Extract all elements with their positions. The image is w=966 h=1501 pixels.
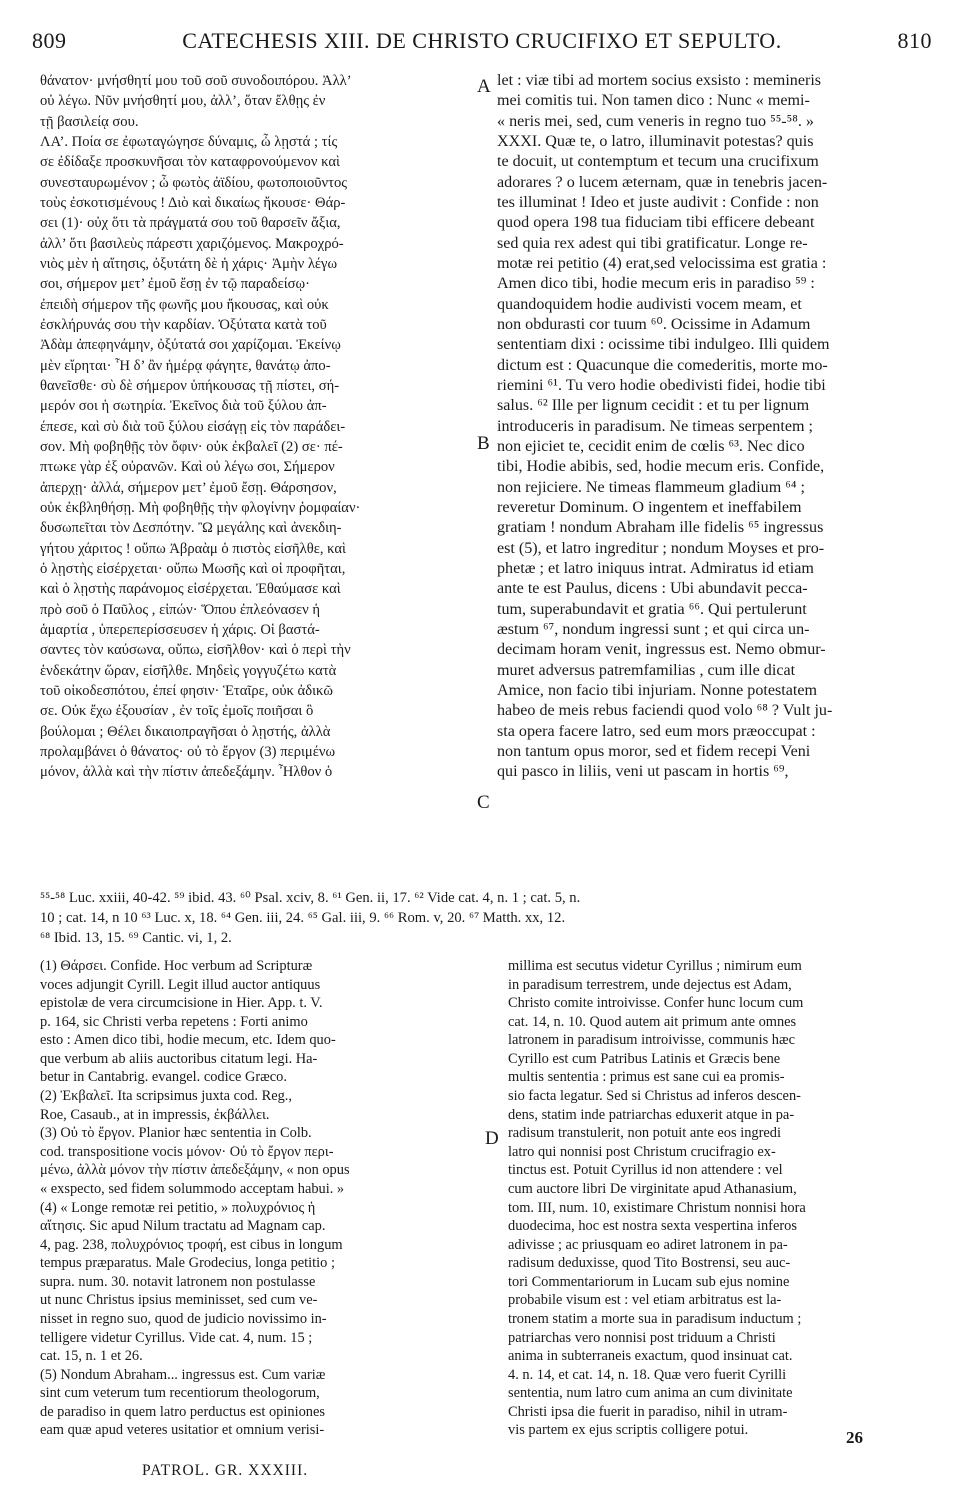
note-line: cat. 14, n. 10. Quod autem ait primum ante omnes <box>508 1013 797 1030</box>
latin-line: reveretur Dominum. O ingentem et ineffabilem <box>497 498 802 516</box>
note-line: sententia, num latro cum anima an cum divinitate <box>508 1385 793 1402</box>
note-line: patriarchas vero nonnisi post triduum a Christi <box>508 1329 776 1346</box>
greek-line: καὶ ὁ λῃστὴς παράνομος εἰσέρχεται. Ἐθαύμασε καὶ <box>40 581 341 598</box>
note-line: multis sententia : primus est sane cui ea promis- <box>508 1069 785 1086</box>
margin-letter-a: A <box>477 76 491 97</box>
page-header <box>32 10 932 53</box>
note-line: cum auctore libri De virginitate apud Athanasium, <box>508 1180 797 1197</box>
latin-line: salus. ⁶² Ille per lignum cecidit : et tu per lignum <box>497 397 810 415</box>
note-line: nisset in regno suo, quod de judicio novissimo in- <box>40 1310 327 1327</box>
latin-line: riemini ⁶¹. Tu vero hodie obedivisti fidei, hodie tibi <box>497 376 826 394</box>
note-line: cod. transpositione vocis μόνον· Οὐ τὸ ἔργον περι- <box>40 1143 334 1160</box>
note-line: cat. 15, n. 1 et 26. <box>40 1348 143 1365</box>
latin-line: gratiam ! nondum Abraham ille fidelis ⁶⁵ ingressus <box>497 519 824 537</box>
latin-line: ante te est Paulus, dicens : Ubi abundavit pecca- <box>497 580 808 598</box>
note-line: Cyrillo est cum Patribus Latinis et Græcis bene <box>508 1050 781 1067</box>
latin-line: non ejiciet te, cecidit enim de cœlis ⁶³. Nec dico <box>497 437 805 455</box>
note-line: telligere videtur Cyrillus. Vide cat. 4, num. 15 ; <box>40 1329 313 1346</box>
greek-line: μερόν σοι ἡ σωτηρία. Ἐκεῖνος διὰ τοῦ ξύλου ἀπ- <box>40 398 327 415</box>
note-line: ut nunc Christus ipsius meminisset, sed cum ve- <box>40 1292 318 1309</box>
footer-signature: PATROL. GR. XXXIII. <box>142 1462 309 1479</box>
greek-line: πτωκε γὰρ ἐξ οὐρανῶν. Καὶ οὐ λέγω σοι, Σήμερον <box>40 459 335 476</box>
note-line: que verbum ab aliis auctoribus citatum legi. Ha- <box>40 1050 318 1067</box>
margin-letter-c: C <box>477 792 490 813</box>
note-line: (4) « Longe remotæ rei petitio, » πολυχρόνιος ἡ <box>40 1199 316 1216</box>
latin-line: introduceris in paradisum. Ne timeas serpentem ; <box>497 417 813 435</box>
greek-line: έπεσε, καὶ σὺ διὰ τοῦ ξύλου εἰσάγῃ εἰς τὸν παράδει- <box>40 418 346 435</box>
note-line: sio facta legatur. Sed si Christus ad inferos descen- <box>508 1088 801 1105</box>
notes-left-column <box>40 957 492 1440</box>
greek-line: τοῦ οἰκοδεσπότου, ἐπεί φησιν· Ἑταῖρε, οὐκ ἀδικῶ <box>40 682 333 699</box>
latin-line: tes illuminat ! Ideo et juste audivit : Confide : non <box>497 193 819 211</box>
note-line: αἴτησις. Sic apud Nilum tractatu ad Magnam cap. <box>40 1218 326 1235</box>
greek-line: θάνατον· μνήσθητί μου τοῦ σοῦ συνοδοιπόρου. Ἀλλ’ <box>40 73 352 89</box>
greek-line: πρὸ σοῦ ὁ Παῦλος , εἰπών· Ὅπου ἐπλεόνασεν ἡ <box>40 601 320 618</box>
note-line: duodecima, hoc est nostra sexta vespertina inferos <box>508 1218 797 1235</box>
greek-line: ὁ λῃστὴς εἰσέρχεται· οὔπω Μωσῆς καὶ οἱ προφῆται, <box>40 560 346 577</box>
note-line: Christo comite introivisse. Confer hunc locum cum <box>508 995 804 1012</box>
note-line: Roe, Casaub., at in impressis, ἐκβάλλει. <box>40 1106 270 1123</box>
latin-line: sta opera facere latro, sed eum mors præoccupat : <box>497 722 816 740</box>
latin-line: let : viæ tibi ad mortem socius exsisto : memineris <box>497 72 822 89</box>
note-line: latro qui nonnisi post Christum crucifragio ex- <box>508 1143 776 1160</box>
latin-line: dictum est : Quacunque die comederitis, morte mo- <box>497 356 828 374</box>
footnote-ref-line: ⁶⁸ Ibid. 13, 15. ⁶⁹ Cantic. vi, 1, 2. <box>40 930 232 946</box>
greek-line: μὲν εἴρηται· Ἧ δ’ ἂν ἡμέρᾳ φάγητε, θανάτῳ ἀπο- <box>40 357 331 374</box>
greek-text-column <box>40 71 472 782</box>
latin-line: non tantum opus moror, sed et fidem recepi Veni <box>497 742 811 760</box>
note-line: supra. num. 30. notavit latronem non postulasse <box>40 1273 316 1290</box>
running-title: CATECHESIS XIII. DE CHRISTO CRUCIFIXO ET SEPULTO. <box>182 28 782 53</box>
note-line: tronem statim a morte sua in paradisum inductum ; <box>508 1310 802 1327</box>
latin-line: te docuit, ut contemptum et tecum una crucifixum <box>497 153 819 171</box>
greek-line: δυσωπεῖται τὸν Δεσπότην. Ὢ μεγάλης καὶ ἀνεκδιη- <box>40 520 342 537</box>
latin-line: æstum ⁶⁷, nondum ingressi sunt ; et qui circa un- <box>497 620 810 638</box>
latin-line: XXXI. Quæ te, o latro, illuminavit potestas? quis <box>497 132 814 150</box>
latin-line: quandoquidem hodie audivisti vocem meam, et <box>497 295 802 313</box>
latin-line: mei comitis tui. Non tamen dico : Nunc « memi- <box>497 92 810 110</box>
note-line: radisum deduxisse, quod Tito Bostrensi, seu auc- <box>508 1255 791 1272</box>
greek-line: ἐσκλήρυνάς σου τὴν καρδίαν. Ὀξύτατα κατὰ τοῦ <box>40 316 327 333</box>
note-line: (5) Nondum Abraham... ingressus est. Cum variæ <box>40 1366 326 1383</box>
greek-line: σοι, σήμερον μετ’ ἐμοῦ ἔσῃ ἐν τῷ παραδείσῳ· <box>40 276 311 293</box>
greek-line: μόνον, ἀλλὰ καὶ τὴν πίστιν ἀπεδεξάμην. Ἦλθον ὁ <box>40 764 333 781</box>
footnote-ref-line: 10 ; cat. 14, n 10 ⁶³ Luc. x, 18. ⁶⁴ Gen. iii, 24. ⁶⁵ Gal. iii, 9. ⁶⁶ Rom. v, 20. ⁶⁷ Matth. xx, 12. <box>40 910 566 926</box>
latin-line: sententiam dixi : ocissime tibi indulgeo. Illi quidem <box>497 336 830 354</box>
page-number-right: 810 <box>897 28 932 53</box>
margin-letter-b: B <box>477 433 490 454</box>
note-line: latronem in paradisum introivisse, communis hæc <box>508 1032 795 1049</box>
note-line: tinctus est. Potuit Cyrillus id non attendere : vel <box>508 1162 783 1179</box>
greek-line: σον. Μὴ φοβηθῇς τὸν ὄφιν· οὐκ ἐκβαλεῖ (2) σε· πέ- <box>40 438 343 455</box>
note-line: epistolæ de vera circumcisione in Hier. App. t. V. <box>40 995 323 1012</box>
note-line: in paradisum terrestrem, unde dejectus est Adam, <box>508 976 792 993</box>
note-line: tempus præparatus. Male Grodecius, longa petitio ; <box>40 1255 335 1272</box>
latin-line: decimam horam venit, ingressus est. Nemo obmur- <box>497 641 826 659</box>
footnote-ref-line: ⁵⁵-⁵⁸ Luc. xxiii, 40-42. ⁵⁹ ibid. 43. ⁶⁰ Psal. xciv, 8. ⁶¹ Gen. ii, 17. ⁶² Vide cat. 4, n. 1 ; cat. 5, n. <box>40 890 581 906</box>
latin-line: phetæ ; et latro iniquus intrat. Admiratus id etiam <box>497 559 814 577</box>
page-number-left: 809 <box>32 28 67 53</box>
note-line: tom. III, num. 10, existimare Christum nonnisi hora <box>508 1199 806 1216</box>
latin-line: est (5), et latro ingreditur ; nondum Moyses et pro- <box>497 539 825 557</box>
footer-gathering-number: 26 <box>846 1428 863 1447</box>
note-line: eam quæ apud veteres usitatior et omnium verisi- <box>40 1422 325 1439</box>
latin-line: habeo de meis rebus faciendi quod volo ⁶⁸ ? Vult ju- <box>497 702 833 720</box>
latin-line: non obdurasti cor tuum ⁶⁰. Ocissime in Adamum <box>497 315 811 333</box>
note-line: vis partem ex ejus scriptis colligere potui. <box>508 1422 749 1439</box>
latin-line: Amen dico tibi, hodie mecum eris in paradiso ⁵⁹ : <box>497 275 815 293</box>
note-line: tori Commentariorum in Lucam sub ejus nomine <box>508 1273 790 1290</box>
greek-line: ΛΑ’. Ποία σε ἐφωταγώγησε δύναμις, ὦ λῃστά ; τίς <box>40 133 338 150</box>
note-line: esto : Amen dico tibi, hodie mecum, etc. Idem quo- <box>40 1032 336 1049</box>
note-line: (1) Θάρσει. Confide. Hoc verbum ad Scripturæ <box>40 958 313 974</box>
note-line: radisum transtulerit, non potuit ante eos ingredi <box>508 1125 781 1142</box>
latin-line: Amice, non facio tibi injuriam. Nonne potestatem <box>497 681 818 699</box>
note-line: 4, pag. 238, πολυχρόνιος τροφή, est cibus in longum <box>40 1236 343 1253</box>
greek-line: γήτου χάριτος ! οὔπω Ἀβραὰμ ὁ πιστὸς εἰσῆλθε, καὶ <box>40 540 346 557</box>
greek-line: ἑνδεκάτην ὥραν, εἰσῆλθε. Μηδεὶς γογγυζέτω κατὰ <box>40 662 337 679</box>
note-line: (3) Οὐ τὸ ἔργον. Planior hæc sententia in Colb. <box>40 1125 312 1142</box>
margin-letter-d: D <box>485 1128 499 1149</box>
note-line: « exspecto, sed fidem solummodo acceptam habui. » <box>40 1180 345 1197</box>
note-line: betur in Cantabrig. evangel. codice Græco. <box>40 1069 287 1086</box>
note-line: μένω, ἀλλὰ μόνον τὴν πίστιν ἀπεδεξάμην, « non opus <box>40 1162 350 1179</box>
latin-line: tibi, Hodie abibis, sed, hodie mecum eris. Confide, <box>497 458 825 476</box>
latin-line: « neris mei, sed, cum veneris in regno tuo ⁵⁵-⁵⁸. » <box>497 112 814 130</box>
note-line: de paradiso in quem latro perductus est opiniones <box>40 1403 325 1420</box>
greek-line: ἀλλ’ ὅτι βασιλεὺς πάρεστι χαριζόμενος. Μακροχρό- <box>40 235 344 252</box>
greek-line: οὐκ ἐκβληθήσῃ. Μὴ φοβηθῇς τὴν φλογίνην ῥομφαίαν· <box>40 499 361 516</box>
greek-line: Ἀδὰμ ἀπεφηνάμην, ὀξύτατά σοι χαρίζομαι. Ἐκείνῳ <box>40 337 341 354</box>
note-line: anima in subterraneis exactum, quod insinuat cat. <box>508 1348 793 1365</box>
greek-line: συνεσταυρωμένον ; ὦ φωτὸς ἀϊδίου, φωτοποιοῦντος <box>40 174 348 191</box>
greek-line: βούλομαι ; Θέλει δικαιοπραγῆσαι ὁ λῃστής, ἀλλὰ <box>40 723 331 740</box>
greek-line: ἁμαρτία , ὑπερεπερίσσευσεν ἡ χάρις. Οἱ βαστά- <box>40 621 320 638</box>
notes-right-column <box>508 957 936 1440</box>
greek-line: νιὸς μὲν ἡ αἴτησις, ὀξυτάτη δὲ ἡ χάρις· Ἀμὴν λέγω <box>40 255 338 272</box>
greek-line: οὐ λέγω. Νῦν μνήσθητί μου, ἀλλ’, ὅταν ἔλθῃς ἐν <box>40 93 326 110</box>
note-line: adivisse ; ac priusquam eo adiret latronem in pa- <box>508 1236 788 1253</box>
greek-line: τοὺς ἐσκοτισμένους ! Διὸ καὶ δικαίως ἤκουσε· Θάρ- <box>40 194 346 211</box>
note-line: 4. n. 14, et cat. 14, n. 18. Quæ vero fuerit Cyrilli <box>508 1366 787 1383</box>
note-line: voces adjungit Cyrill. Legit illud auctor antiquus <box>40 976 321 993</box>
latin-line: sed quia rex adest qui tibi gratificatur. Longe re- <box>497 234 808 252</box>
latin-line: motæ rei petitio (4) erat,sed velocissima est gratia : <box>497 254 827 272</box>
latin-line: tum, superabundavit et gratia ⁶⁶. Qui pertulerunt <box>497 600 807 618</box>
greek-line: τῇ βασιλείᾳ σου. <box>40 113 139 130</box>
greek-line: σε ἐδίδαξε προσκυνῆσαι τὸν καταφρονούμενον καὶ <box>40 154 340 171</box>
note-line: (2) Ἐκβαλεῖ. Ita scripsimus juxta cod. Reg., <box>40 1088 292 1105</box>
greek-line: σαντες τὸν καύσωνα, οὔπω, εἰσῆλθον· καὶ ὁ περὶ τὴν <box>40 642 351 659</box>
footnote-references <box>40 888 940 948</box>
latin-line: quod opera 198 tua fiduciam tibi efficere debeant <box>497 214 815 232</box>
latin-line: muret adversus patremfamilias , cum ille dicat <box>497 661 796 679</box>
latin-text-column <box>497 71 933 782</box>
note-line: sint cum veterum tum recentiorum theologorum, <box>40 1385 320 1402</box>
greek-line: σε. Οὐκ ἔχω ἐξουσίαν , ἐν τοῖς ἐμοῖς ποιῆσαι ὃ <box>40 703 314 720</box>
note-line: Christi ipsa die fuerit in paradiso, nihil in utram- <box>508 1403 788 1420</box>
latin-line: qui pasco in liliis, veni ut pascam in hortis ⁶⁹, <box>497 763 789 781</box>
greek-line: θανεῖσθε· σὺ δὲ σήμερον ὑπήκουσας τῇ πίστει, σή- <box>40 377 340 394</box>
greek-line: ἐπειδὴ σήμερον τῆς φωνῆς μου ἤκουσας, καὶ οὐκ <box>40 296 329 313</box>
note-line: p. 164, sic Christi verba repetens : Forti animo <box>40 1013 308 1030</box>
greek-line: σει (1)· οὐχ ὅτι τὰ πράγματά σου τοῦ θαρσεῖν ἄξια, <box>40 215 341 232</box>
latin-line: adorares ? o lucem æternam, quæ in tenebris jacen- <box>497 173 828 191</box>
latin-line: non rejiciere. Ne timeas flammeum gladium ⁶⁴ ; <box>497 478 805 496</box>
greek-line: προλαμβάνει ὁ θάνατος· οὐ τὸ ἔργον (3) περιμένω <box>40 743 336 760</box>
note-line: probabile visum est : vel etiam arbitratus est la- <box>508 1292 782 1309</box>
note-line: dens, statim inde patriarchas eduxerit atque in pa- <box>508 1106 795 1123</box>
greek-line: ἀπερχῃ· ἀλλά, σήμερον μετ’ ἐμοῦ ἔσῃ. Θάρσησον, <box>40 479 337 496</box>
note-line: millima est secutus videtur Cyrillus ; nimirum eum <box>508 958 802 974</box>
